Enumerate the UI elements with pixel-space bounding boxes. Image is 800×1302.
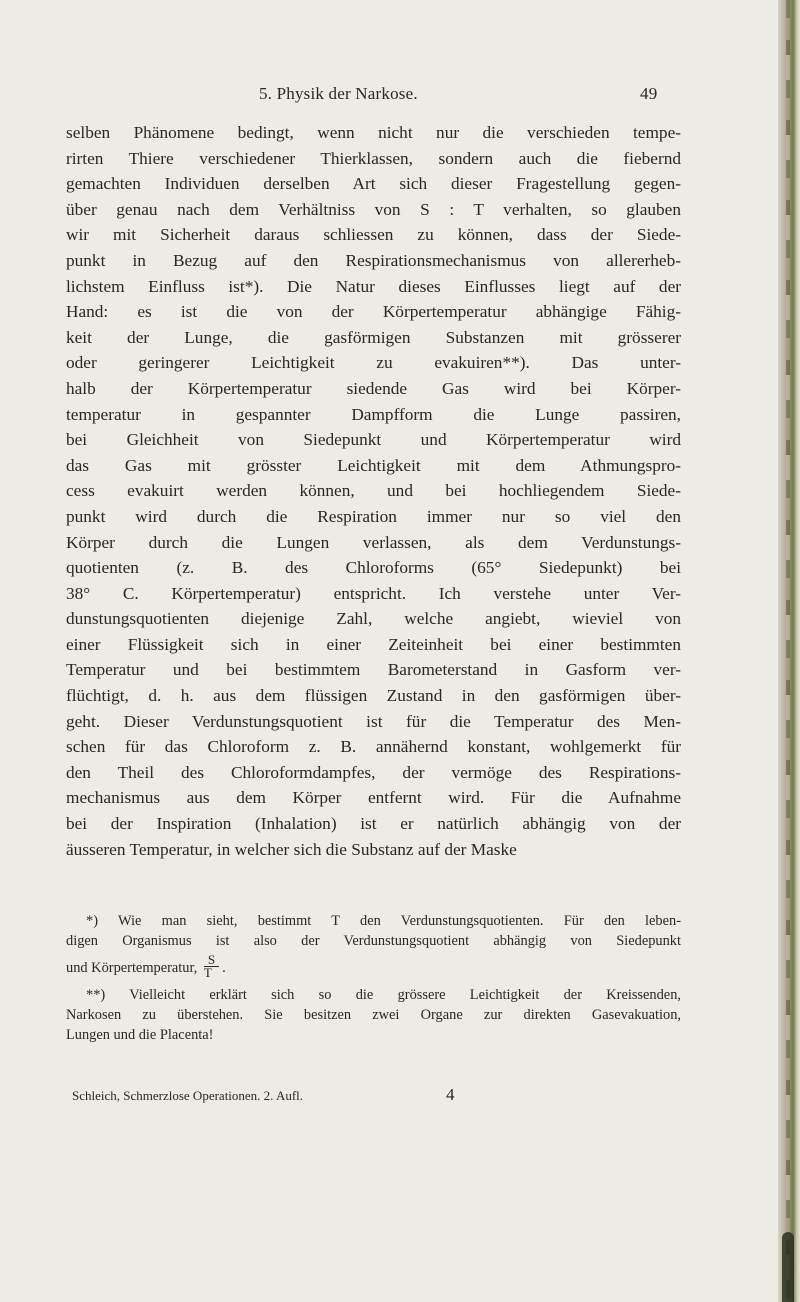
body-line: Temperatur und bei bestimmtem Barometerstand in Gasform ver- [66, 660, 681, 680]
footnotes [66, 911, 681, 1045]
footnote-2-line: Lungen und die Placenta! [66, 1027, 214, 1043]
body-line: schen für das Chloroform z. B. annähernd konstant, wohlgemerkt für [66, 737, 681, 757]
body-line: flüchtigt, d. h. aus dem flüssigen Zustand in den gasförmigen über- [66, 686, 681, 706]
fraction-numerator: S [204, 954, 219, 967]
body-line: Körper durch die Lungen verlassen, als dem Verdunstungs- [66, 532, 681, 552]
footnote-1-formula-line [66, 951, 681, 985]
body-line: äusseren Temperatur, in welcher sich die Substanz auf der Maske [66, 839, 517, 859]
imprint-line [72, 1085, 662, 1108]
footnote-1-prefix: und Körpertemperatur, [66, 960, 198, 976]
body-line: quotienten (z. B. des Chloroforms (65° Siedepunkt) bei [66, 558, 681, 578]
footnote-2-line: **) Vielleicht erklärt sich so die grössere Leichtigkeit der Kreissenden, [86, 987, 681, 1003]
imprint-text: Schleich, Schmerzlose Operationen. 2. Aufl. [72, 1088, 304, 1103]
body-line: 38° C. Körpertemperatur) entspricht. Ich verstehe unter Ver- [66, 583, 681, 603]
body-line: punkt wird durch die Respiration immer nur so viel den [66, 506, 681, 526]
body-line: über genau nach dem Verhältniss von S : T verhalten, so glauben [66, 199, 681, 219]
running-title: 5. Physik der Narkose. [259, 84, 418, 103]
body-line: mechanismus aus dem Körper entfernt wird. Für die Aufnahme [66, 788, 681, 808]
body-line: keit der Lunge, die gasförmigen Substanzen mit grösserer [66, 327, 681, 347]
page-number: 49 [640, 84, 658, 103]
body-line: das Gas mit grösster Leichtigkeit mit dem Athmungspro- [66, 455, 681, 475]
body-line: cess evakuirt werden können, und bei hochliegendem Siede- [66, 481, 681, 501]
footnote-1-line: *) Wie man sieht, bestimmt T den Verdunstungsquotienten. Für den leben- [86, 913, 681, 929]
footnote-1-suffix: . [222, 960, 226, 976]
body-line: einer Flüssigkeit sich in einer Zeiteinheit bei einer bestimmten [66, 634, 681, 654]
body-line: bei der Inspiration (Inhalation) ist er natürlich abhängig von der [66, 814, 681, 834]
body-line: rirten Thiere verschiedener Thierklassen, sondern auch die fiebernd [66, 148, 681, 168]
body-line: gemachten Individuen derselben Art sich dieser Fragestellung gegen- [66, 174, 681, 194]
body-line: halb der Körpertemperatur siedende Gas wird bei Körper- [66, 378, 681, 398]
body-line: wir mit Sicherheit daraus schliessen zu können, dass der Siede- [66, 225, 681, 245]
body-line: punkt in Bezug auf den Respirationsmechanismus von allererheb- [66, 250, 681, 270]
running-header [0, 84, 780, 106]
footnote-1-line: digen Organismus ist also der Verdunstungsquotient abhängig von Siedepunkt [66, 933, 681, 949]
signature-mark: 4 [446, 1085, 455, 1104]
body-line: geht. Dieser Verdunstungsquotient ist für die Temperatur des Men- [66, 711, 681, 731]
body-line: oder geringerer Leichtigkeit zu evakuiren**). Das unter- [66, 353, 681, 373]
book-edge [778, 0, 800, 1302]
body-line: dunstungsquotienten diejenige Zahl, welche angiebt, wieviel von [66, 609, 681, 629]
body-line: temperatur in gespannter Dampfform die Lunge passiren, [66, 404, 681, 424]
body-line: bei Gleichheit von Siedepunkt und Körpertemperatur wird [66, 430, 681, 450]
fraction-denominator: T [203, 965, 212, 981]
fraction-s-over-t [204, 954, 219, 979]
body-line: Hand: es ist die von der Körpertemperatur abhängige Fähig- [66, 302, 681, 322]
body-line: den Theil des Chloroformdampfes, der vermöge des Respirations- [66, 762, 681, 782]
body-line: lichstem Einfluss ist*). Die Natur dieses Einflusses liegt auf der [66, 276, 681, 296]
body-line: selben Phänomene bedingt, wenn nicht nur die verschieden tempe- [66, 123, 681, 142]
book-corner [782, 1232, 794, 1302]
footnote-2-line: Narkosen zu überstehen. Sie besitzen zwei Organe zur direkten Gasevakuation, [66, 1007, 681, 1023]
body-text [66, 120, 681, 862]
